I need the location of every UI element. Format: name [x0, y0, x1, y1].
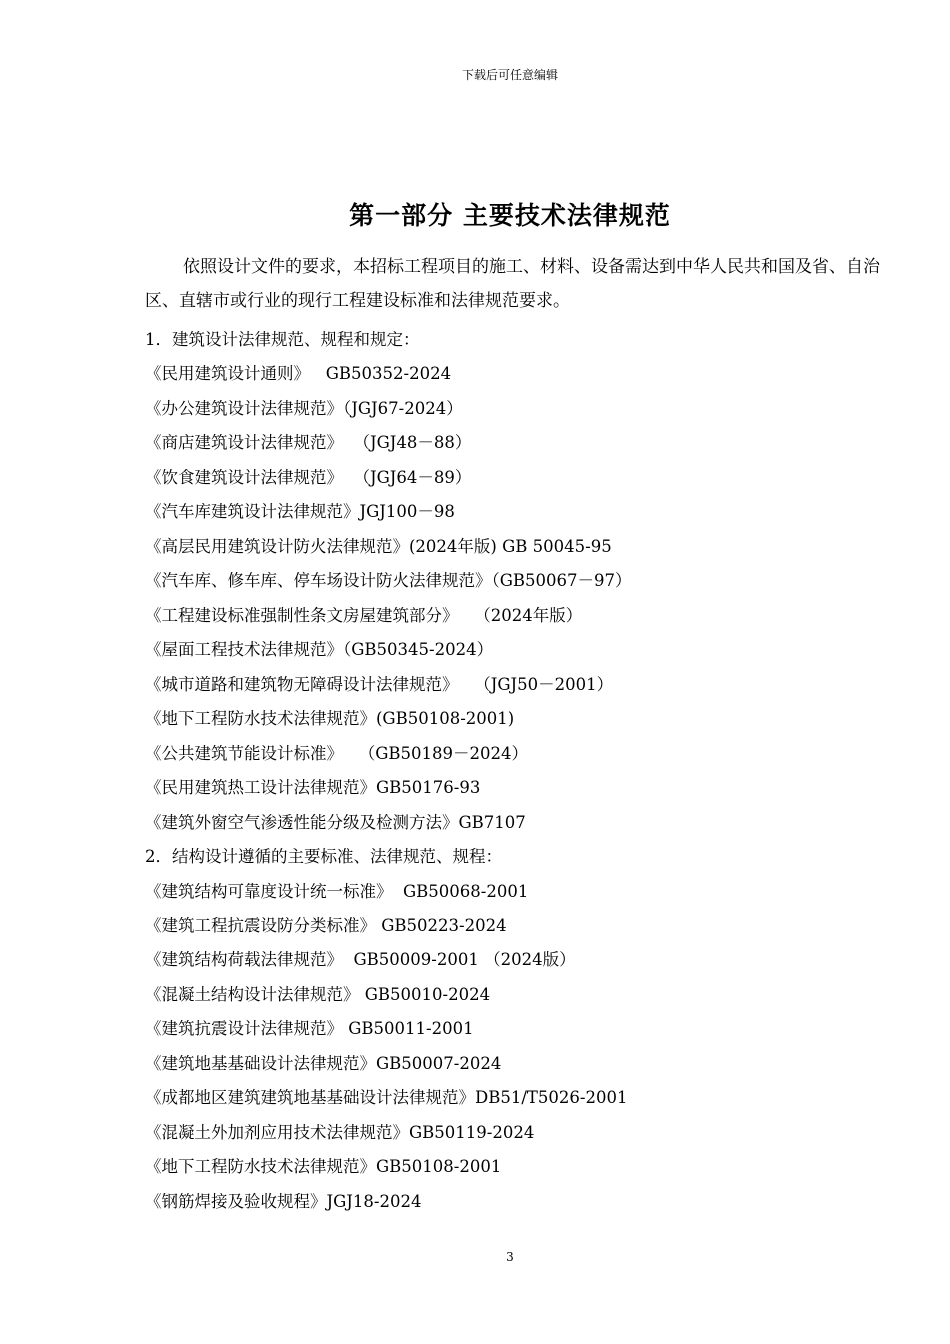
- list-item: 《饮食建筑设计法律规范》 （JGJ64－89）: [145, 467, 472, 487]
- list-item: 《混凝土外加剂应用技术法律规范》GB50119-2024: [145, 1122, 535, 1142]
- list-item: 《建筑地基基础设计法律规范》GB50007-2024: [145, 1053, 502, 1073]
- list-item: 《汽车库、修车库、停车场设计防火法律规范》（GB50067－97）: [145, 571, 632, 591]
- list-item: 《地下工程防水技术法律规范》(GB50108-2001): [145, 709, 515, 729]
- list-item: 《建筑外窗空气渗透性能分级及检测方法》GB7107: [145, 812, 526, 832]
- list-item: 《民用建筑热工设计法律规范》GB50176-93: [145, 778, 481, 798]
- list-item: 《民用建筑设计通则》 GB50352-2024: [145, 364, 452, 384]
- list-item: 《办公建筑设计法律规范》（JGJ67-2024）: [145, 398, 463, 418]
- list-item: 《建筑工程抗震设防分类标准》 GB50223-2024: [145, 915, 507, 935]
- list-item: 《城市道路和建筑物无障碍设计法律规范》 （JGJ50－2001）: [145, 674, 614, 694]
- intro-paragraph: 依照设计文件的要求，本招标工程项目的施工、材料、设备需达到中华人民共和国及省、自治区、直辖市或行业的现行工程建设标准和法律规范要求。: [145, 257, 880, 311]
- list-item: 《公共建筑节能设计标准》 （GB50189－2024）: [145, 743, 529, 763]
- list-item: 《建筑抗震设计法律规范》 GB50011-2001: [145, 1019, 474, 1039]
- list-item: 《地下工程防水技术法律规范》GB50108-2001: [145, 1157, 502, 1177]
- list-item: 《成都地区建筑建筑地基基础设计法律规范》DB51/T5026-2001: [145, 1088, 628, 1108]
- section-heading-2: 2．结构设计遵循的主要标准、法律规范、规程：: [145, 847, 502, 867]
- list-item: 《高层民用建筑设计防火法律规范》(2024年版) GB 50045-95: [145, 536, 612, 556]
- list-item: 《工程建设标准强制性条文房屋建筑部分》 （2024年版）: [145, 605, 583, 625]
- page-title: 第一部分 主要技术法律规范: [349, 201, 671, 230]
- list-item: 《建筑结构荷载法律规范》 GB50009-2001 （2024版）: [145, 950, 576, 970]
- list-item: 《建筑结构可靠度设计统一标准》 GB50068-2001: [145, 881, 529, 901]
- list-item: 《汽车库建筑设计法律规范》JGJ100－98: [145, 502, 455, 522]
- standards-list: [145, 323, 925, 1219]
- list-item: 《屋面工程技术法律规范》（GB50345-2024）: [145, 640, 494, 660]
- list-item: 《钢筋焊接及验收规程》JGJ18-2024: [145, 1191, 422, 1211]
- section-heading-1: 1．建筑设计法律规范、规程和规定：: [145, 330, 420, 349]
- list-item: 《混凝土结构设计法律规范》 GB50010-2024: [145, 984, 491, 1004]
- list-item: 《商店建筑设计法律规范》 （JGJ48－88）: [145, 433, 472, 453]
- page-number: 3: [506, 1250, 514, 1264]
- header-note: 下载后可任意编辑: [461, 68, 558, 82]
